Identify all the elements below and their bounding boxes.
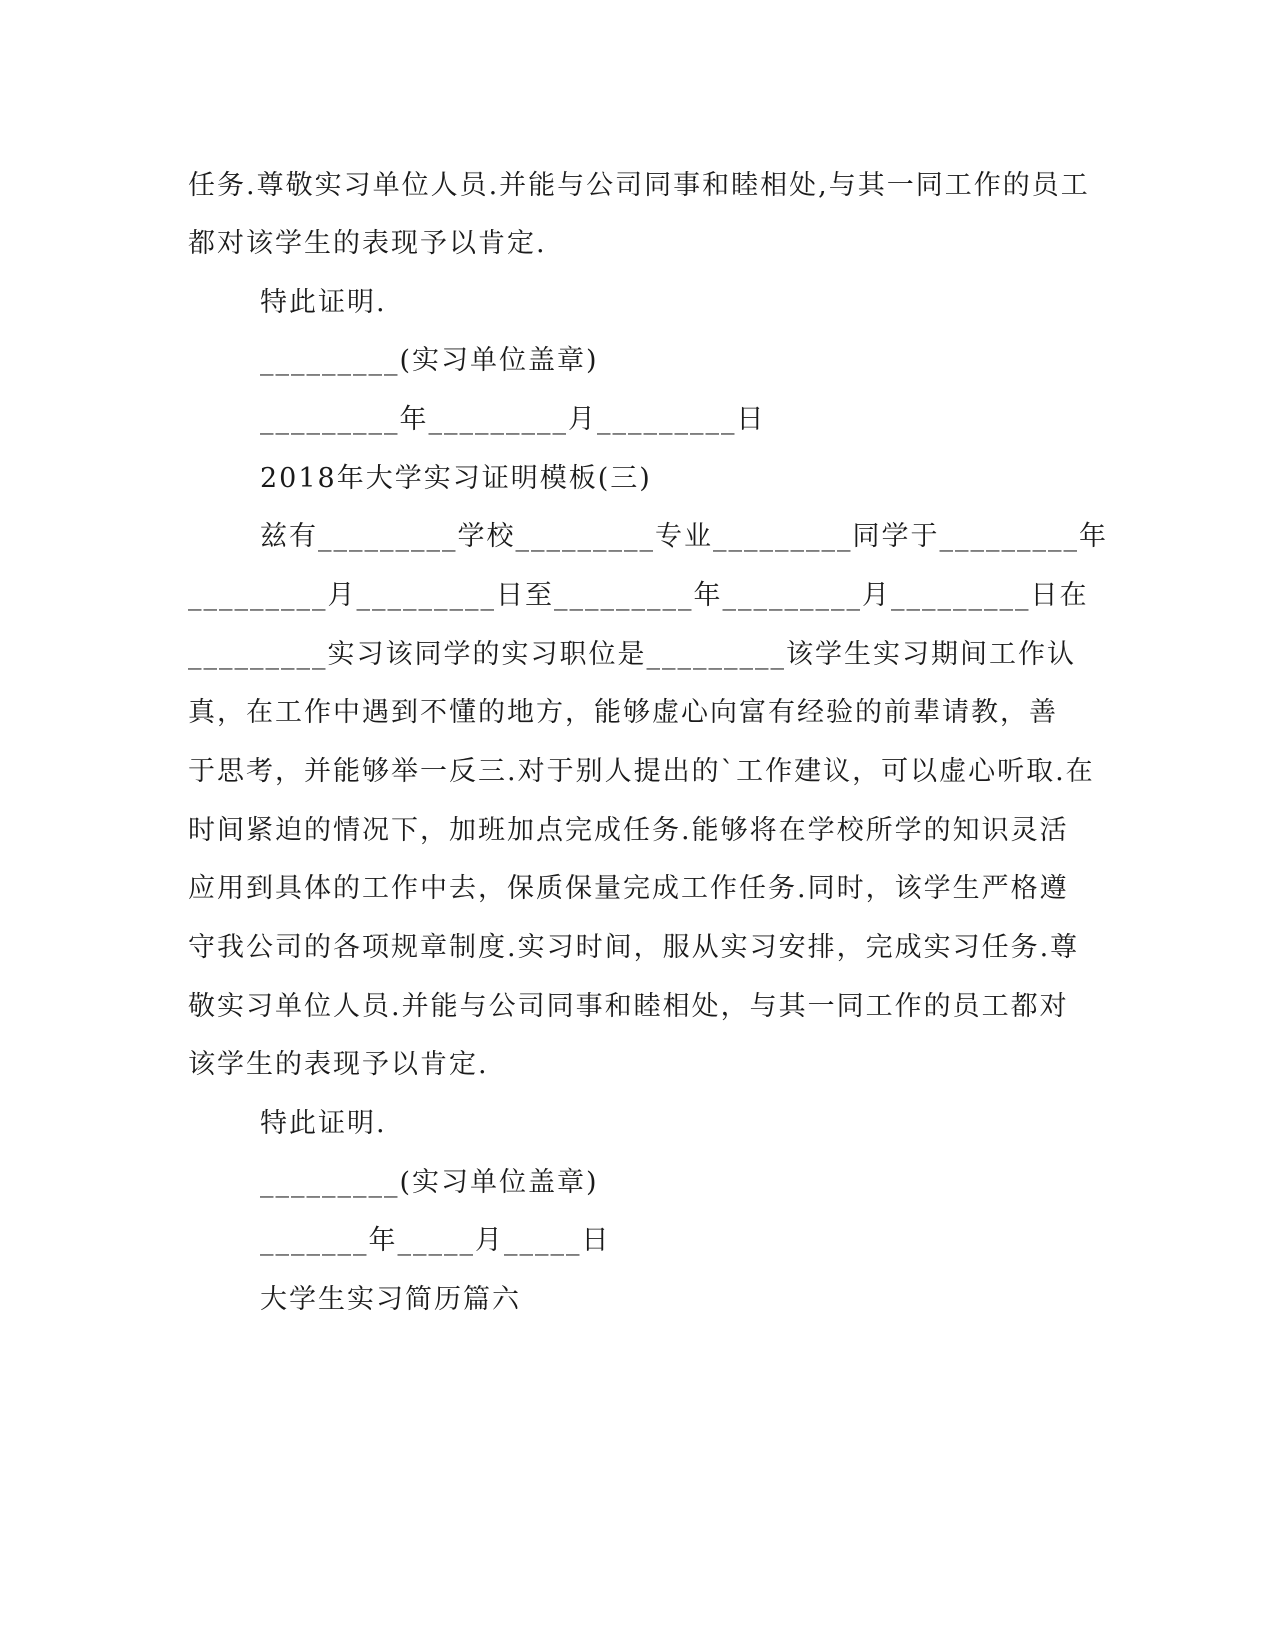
body-text-line: 该学生的表现予以肯定. xyxy=(188,1049,489,1080)
stamp-line: _________(实习单位盖章) xyxy=(260,1167,599,1198)
body-text-line: 应用到具体的工作中去，保质保量完成工作任务.同时，该学生严格遵 xyxy=(188,873,1069,904)
closing-statement: 特此证明. xyxy=(260,287,387,318)
section-heading: 2018年大学实习证明模板(三) xyxy=(260,463,652,494)
body-text-line: _________实习该同学的实习职位是_________该学生实习期间工作认 xyxy=(188,639,1076,670)
stamp-line: _________(实习单位盖章) xyxy=(260,345,599,376)
body-text-line: 兹有_________学校_________专业_________同学于_________年 xyxy=(260,521,1108,552)
closing-statement: 特此证明. xyxy=(260,1108,387,1139)
date-line: _________年_________月_________日 xyxy=(260,404,766,435)
body-text-line: _________月_________日至_________年_________月_________日在 xyxy=(188,580,1089,611)
section-heading: 大学生实习简历篇六 xyxy=(260,1284,521,1315)
body-text-line: 真，在工作中遇到不懂的地方，能够虚心向富有经验的前辈请教，善 xyxy=(188,697,1058,728)
body-text-line: 于思考，并能够举一反三.对于别人提出的`工作建议，可以虚心听取.在 xyxy=(188,756,1095,787)
body-text-line: 任务.尊敬实习单位人员.并能与公司同事和睦相处,与其一同工作的员工 xyxy=(188,170,1090,201)
body-text-line: 敬实习单位人员.并能与公司同事和睦相处，与其一同工作的员工都对 xyxy=(188,991,1069,1022)
body-text-line: 守我公司的各项规章制度.实习时间，服从实习安排，完成实习任务.尊 xyxy=(188,932,1080,963)
date-line: _______年_____月_____日 xyxy=(260,1225,611,1256)
body-text-line: 时间紧迫的情况下，加班加点完成任务.能够将在学校所学的知识灵活 xyxy=(188,815,1069,846)
body-text-line: 都对该学生的表现予以肯定. xyxy=(188,228,547,259)
